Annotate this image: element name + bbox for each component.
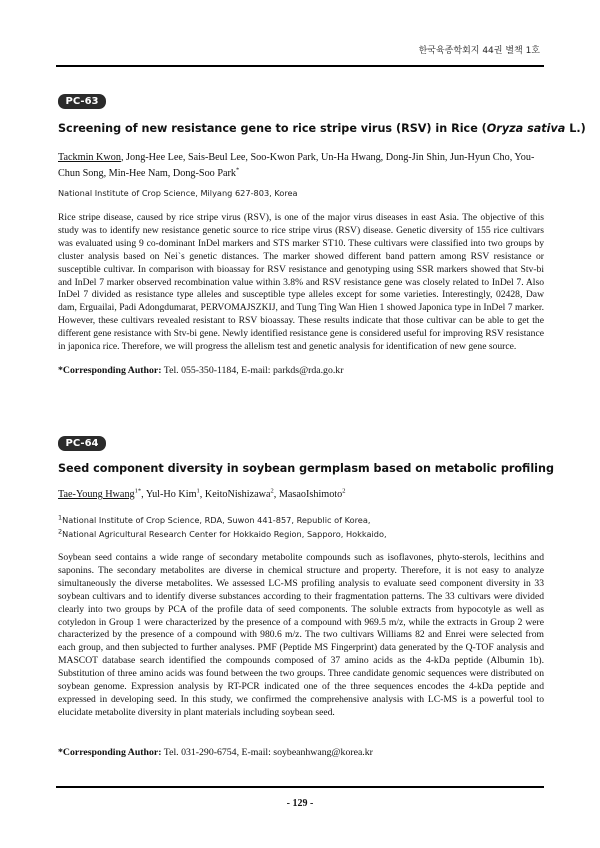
presenting-author: Tackmin Kwon (58, 152, 121, 163)
affiliation-number: 2 (58, 527, 63, 536)
author-list (58, 487, 544, 503)
author-name: , Yul-Ho Kim (141, 489, 197, 500)
species-name: Oryza sativa (486, 122, 566, 135)
author-affil-mark: 2 (270, 487, 274, 495)
affiliation-text: National Institute of Crop Science, RDA, Suwon 441-857, Republic of Korea, (62, 515, 371, 525)
footer-rule (56, 786, 544, 788)
affiliation-text: National Agricultural Research Center for Hokkaido Region, Sapporo, Hokkaido, (62, 529, 387, 539)
author-name: , KeitoNishizawa (199, 489, 271, 500)
header-rule (56, 65, 544, 67)
author-affil-mark: 1* (134, 487, 142, 495)
corresponding-mark: * (236, 166, 240, 174)
corresponding-label: *Corresponding Author: (58, 365, 162, 376)
abstract-title-text: Screening of new resistance gene to rice stripe virus (RSV) in Rice ( (58, 122, 487, 135)
affiliation: National Institute of Crop Science, Milyang 627-803, Korea (58, 188, 298, 198)
affiliation (58, 527, 560, 541)
corresponding-author (58, 365, 544, 376)
abstract-body: Soybean seed contains a wide range of secondary metabolite compounds such as isoflavones, phyto-sterols, lecithins and saponins. The secondary metabolites are diverse in chemical structure and property. Therefore, it is not easy to analyze simultaneously the diverse metabolites. We assessed LC-MS profiling analysis to evaluate seed component diversity in 33 soybean cultivars and to identify diverse substances according to their fragmentation patterns. The 33 cultivars were divided clearly into two groups by PCA of the profile data of seed components. The soluble extracts from hypocotyle as well as cotyledon in Group 1 were characterized by the presence of a compound with 969.5 m/z, while the extracts in Group 2 were characterized by the presence of a compound with 980.6 m/z. The two cultivars Williams 82 and Enrei were selected from each group, and then subjected to further analyses. PMF (Peptide MS Fingerprint) data generated by the Q-TOF analysis and MASCOT database search identified the compounds composed of 37 amino acids as the 4-kDa peptide (Albumin 1b). Substitution of three amino acids was found between the two groups. Three candidate genomic sequences were distributed on soybean genome. Expression analysis by RT-PCR indicated one of the three sequences encodes the 4-kDa peptide and expressed in developing seed. In this study, we confirmed the comprehensive analysis with LC-MS is a powerful tool to elucidate metabolite diversity in plant materials including soybean seed. (58, 552, 544, 718)
corresponding-label: *Corresponding Author: (58, 747, 162, 758)
affiliation (58, 513, 560, 527)
abstract-body: Rice stripe disease, caused by rice stripe virus (RSV), is one of the major virus diseases in east Asia. The objective of this study was to identify new resistance genetic source to rice stripe virus (RSV) disease. Genetic diversity of 155 rice cultivars was evaluated using 9 co-dominant InDel markers and STS marker ST10. These cultivars were classified into two groups by cluster analysis based on Nei`s genetic distances. The marker showed different band pattern among RSV resistance or susceptible cultivar. In comparison with bioassay for RSV resistance and genotyping using SSR markers showed that Stv-bi and InDel 7 marker observed recombination value within 3.8% and RSV resistance gene was closely related to InDel 7. Also InDel 7 divided as resistance type alleles and susceptible type alleles except for some varieties. Interestingly, 02428, Daw dam, Erguailai, Padi Adongdumarat, PERVOMAJSZKIJ, and Tung Ting Wan Hien 1 showed Japonica type in InDel 7 marker. However, these cultivars revealed resistant to RSV bioassay. These results indicate that those cultivar can be able to get the different gene resistance with Stv-bi gene. Newly identified resistance gene is considered useful for improving RSV resistance in japonica rice. Therefore, we will progress the allelism test and genetic analysis for identification of new gene source. (58, 212, 544, 353)
abstract-title: Seed component diversity in soybean germplasm based on metabolic profiling (58, 462, 554, 475)
page-number: - 129 - (286, 798, 314, 809)
corresponding-contact: Tel. 055-350-1184, E-mail: parkds@rda.go.kr (161, 365, 344, 376)
abstract-title-end: L.) (565, 122, 586, 135)
journal-header: 한국육종학회지 44권 별책 1호 (418, 46, 540, 56)
author-affil-mark: 1 (196, 487, 200, 495)
presenting-author: Tae-Young Hwang (58, 489, 135, 500)
abstract-code-badge: PC-63 (58, 94, 106, 109)
author-names: , Jong-Hee Lee, Sais-Beul Lee, Soo-Kwon Park, Un-Ha Hwang, Dong-Jin Shin, Jun-Hyun Cho, You-Chun Song, Min-Hee Nam, Dong-Soo Park (58, 152, 535, 179)
author-list (58, 150, 544, 182)
abstract-code-badge: PC-64 (58, 436, 106, 451)
corresponding-author (58, 747, 544, 758)
affiliation-number: 1 (58, 513, 63, 522)
abstract-title (58, 122, 586, 135)
author-affil-mark: 2 (342, 487, 346, 495)
author-name: , MasaoIshimoto (273, 489, 343, 500)
corresponding-contact: Tel. 031-290-6754, E-mail: soybeanhwang@korea.kr (161, 747, 373, 758)
